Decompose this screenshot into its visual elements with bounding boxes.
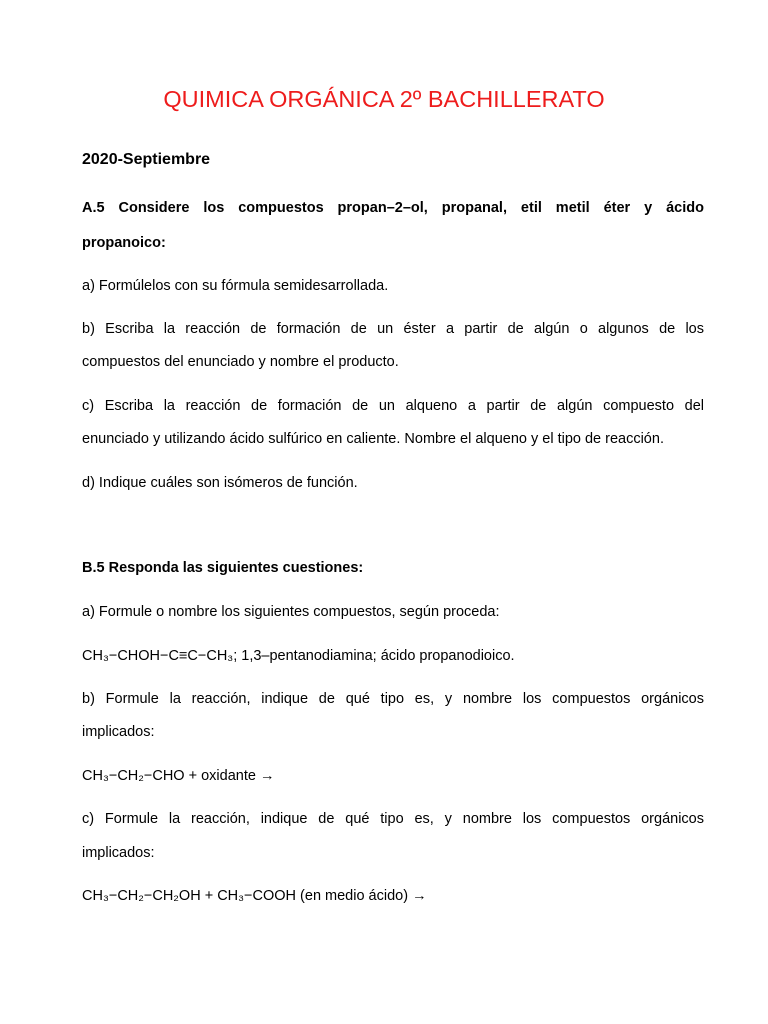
b5-part-c-line-1: c) Formule la reacción, indique de qué tipo es, y nombre los compuestos orgánicos: [82, 811, 704, 827]
b5-part-a: a) Formule o nombre los siguientes compuestos, según proceda:: [82, 604, 500, 620]
a5-part-c-line-1: c) Escriba la reacción de formación de un alqueno a partir de algún compuesto del: [82, 398, 704, 414]
exam-year-heading: 2020-Septiembre: [82, 151, 211, 168]
a5-part-b-line-1: b) Escriba la reacción de formación de un éster a partir de algún o algunos de los: [82, 321, 704, 337]
a5-part-d: d) Indique cuáles son isómeros de función.: [82, 475, 358, 491]
b5-heading: B.5 Responda las siguientes cuestiones:: [82, 560, 364, 576]
a5-part-a: a) Formúlelos con su fórmula semidesarrollada.: [82, 278, 389, 294]
b5-part-a-compounds: CH₃−CHOH−C≡C−CH₃; 1,3–pentanodiamina; ácido propanodioico.: [82, 648, 515, 664]
page-title: QUIMICA ORGÁNICA 2º BACHILLERATO: [163, 86, 605, 112]
a5-part-b-line-2: compuestos del enunciado y nombre el producto.: [82, 354, 399, 370]
b5-part-b-reaction: CH₃−CH₂−CHO + oxidante →: [82, 768, 275, 784]
b5-part-c-reaction: CH₃−CH₂−CH₂OH + CH₃−COOH (en medio ácido) →: [82, 888, 427, 904]
b5-part-b-line-2: implicados:: [82, 724, 155, 740]
b5-part-b-line-1: b) Formule la reacción, indique de qué tipo es, y nombre los compuestos orgánicos: [82, 691, 704, 707]
a5-heading-line-2: propanoico:: [82, 235, 166, 251]
a5-heading-line-1: A.5 Considere los compuestos propan–2–ol, propanal, etil metil éter y ácido: [82, 200, 704, 216]
a5-part-c-line-2: enunciado y utilizando ácido sulfúrico en caliente. Nombre el alqueno y el tipo de reacción.: [82, 431, 664, 447]
b5-part-c-line-2: implicados:: [82, 845, 155, 861]
